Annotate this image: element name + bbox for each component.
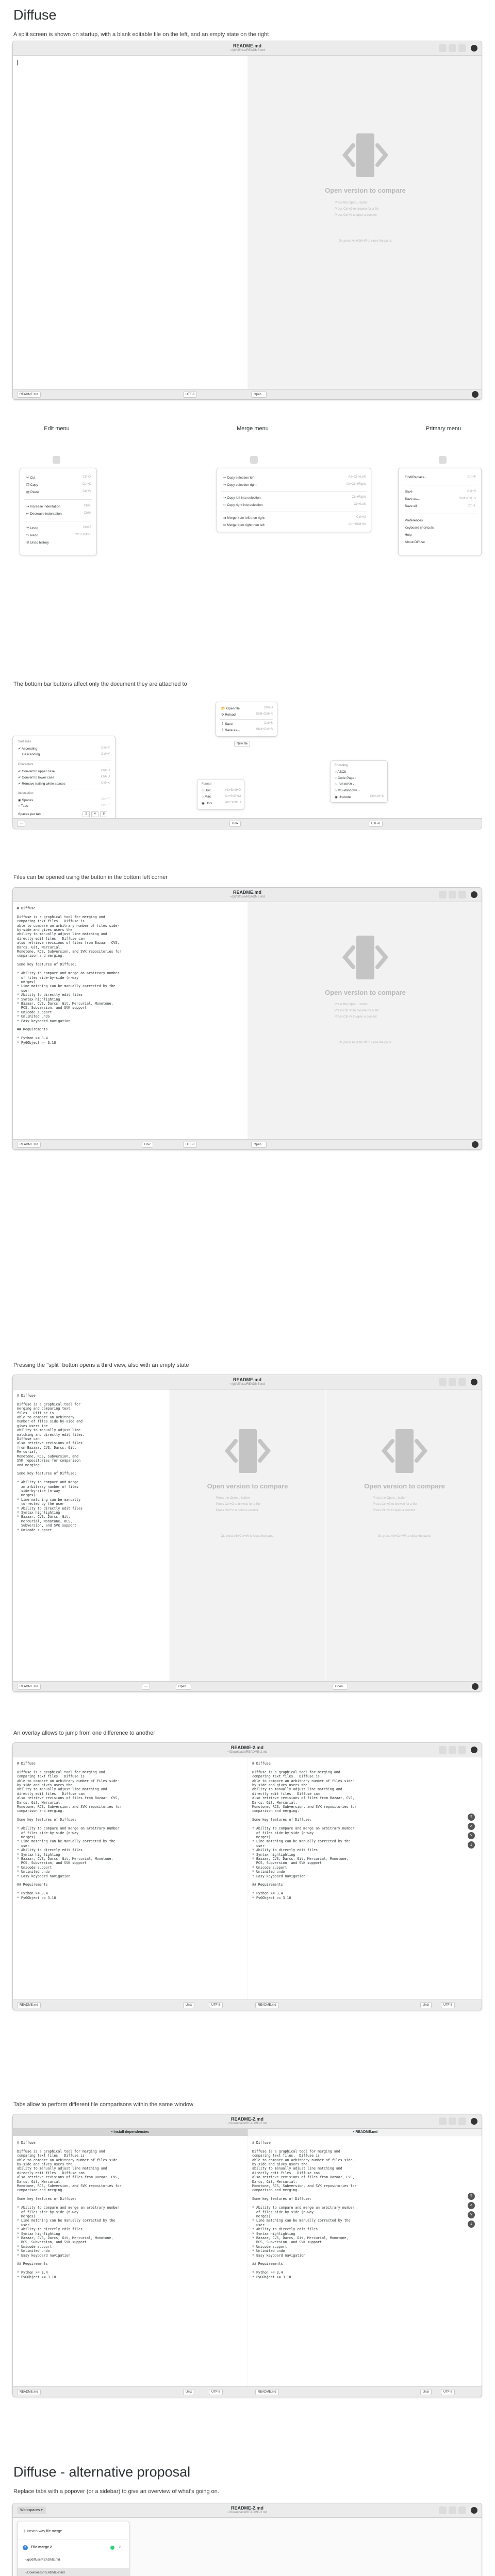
sort-title: Sort lines: [18, 740, 31, 743]
file-chip[interactable]: README.md: [17, 2389, 41, 2395]
edit-menu: [20, 468, 97, 555]
encoding-ascii[interactable]: ○ ASCII: [335, 770, 346, 774]
primary-menu: [398, 468, 482, 555]
close-icon[interactable]: [471, 2118, 477, 2125]
page-title: Diffuse: [13, 7, 57, 23]
editor-pane-left[interactable]: [13, 1389, 169, 1682]
close-icon[interactable]: [471, 45, 477, 52]
format-chip[interactable]: Unix: [183, 2002, 194, 2008]
sort-ascending[interactable]: ✔ Ascending: [18, 747, 38, 751]
menu-item-preferences[interactable]: Preferences: [405, 519, 423, 522]
format-chip-right[interactable]: Unix: [420, 2002, 432, 2008]
split-button[interactable]: [439, 44, 447, 52]
shortcut: Ctrl+Y: [101, 753, 110, 756]
next-difference-button[interactable]: ˅: [468, 2211, 475, 2218]
shortcut: Ctrl+K: [101, 782, 110, 785]
shortcut: Ctrl+C: [82, 483, 91, 486]
primary-menu-button[interactable]: [458, 2506, 466, 2514]
document-text: # Diffuse Diffuse is a graphical tool for merging and comparing text files. Diffuse is able to compare an arbitrary number of files side- by-side and gives users the ability to manually adjust line matching and directly edit files. Diffuse can also retrieve revisions of files from Bazaar, CVS, Darcs, Git, Mercurial, Monotone, RCS, Subversion, and SVK repositories for comparison and merging. Some key features of Diffuse: * Ability to compare and merge an arbitrary number of files side-by-side (n-way merges) * Line matching can be manually corrected by the user * Ability to directly edit files * Syntax highlighting * Bazaar, CVS, Darcs, Git, Mercurial, Monotone, RCS, Subversion, and SVK support * Unicode support * Unlimited undo * Easy keyboard navigation ## Requirements * Python >= 3.4 * PyGObject >= 3.18: [17, 2141, 122, 2279]
empty-footer: Or, press Alt+Ctrl+W to close the pane.: [221, 1535, 274, 1538]
file-chip-right[interactable]: README.md: [255, 2002, 279, 2008]
menu-item-paste[interactable]: ▤ Paste: [26, 490, 39, 494]
shortcut: Ctrl+[: [84, 512, 91, 515]
encoding-iso[interactable]: ○ ISO 8859 ›: [335, 783, 354, 786]
window-subtitle: ~/git/diffuse/README.md: [229, 1383, 265, 1386]
indent-spaces[interactable]: ◉ Spaces: [18, 799, 34, 802]
shortcut: Ctrl+U: [101, 769, 110, 772]
file-open[interactable]: 📂 Open file: [221, 707, 240, 710]
close-icon[interactable]: [471, 1747, 477, 1753]
window-title: README-2.md: [230, 2505, 263, 2511]
file-chip[interactable]: README.md: [17, 1142, 41, 1148]
shortcut: Ctrl+Left: [354, 503, 366, 506]
encoding-title: Encoding: [335, 764, 348, 767]
previous-difference-button[interactable]: ˄: [468, 2202, 475, 2209]
empty-footer: Or, press Alt+Ctrl+W to close the pane.: [338, 240, 392, 243]
indent-tabs[interactable]: ○ Tabs: [18, 804, 28, 808]
empty-footer: Or, press Alt+Ctrl+W to close the pane.: [377, 1535, 432, 1538]
primary-menu-button[interactable]: [458, 891, 466, 899]
shortcut: Ctrl+Y: [101, 747, 110, 750]
shortcut: Shift+Ctrl+R: [256, 713, 273, 716]
empty-pane-right: [326, 1389, 482, 1682]
primary-menu-button[interactable]: [458, 44, 466, 52]
first-difference-button[interactable]: ⤒: [468, 1814, 475, 1821]
file-chip[interactable]: README.md: [17, 2002, 41, 2008]
workspaces-button[interactable]: Workspaces ▾: [17, 2506, 46, 2514]
window-title: README-2.md: [230, 1745, 263, 1750]
split-button[interactable]: [439, 2506, 447, 2514]
empty-hint-1: Press the Open... button: [335, 1003, 369, 1006]
open-button[interactable]: Open...: [251, 392, 267, 398]
shortcut: Ctrl+F: [467, 476, 476, 479]
compare-empty-icon: [341, 933, 390, 982]
window-split: [12, 1375, 482, 1692]
open-button-right[interactable]: Open...: [333, 1684, 348, 1690]
close-group-icon[interactable]: ×: [119, 2545, 121, 2550]
menu-item-about[interactable]: About Diffuse: [405, 540, 425, 544]
encoding-chip[interactable]: UTF-8: [209, 2389, 223, 2395]
format-popover: [197, 779, 244, 810]
shortcut: Ctrl+M: [356, 516, 366, 519]
file-menu-popover: [216, 702, 277, 737]
bottom-bar: [13, 2386, 482, 2397]
menu-item-redo[interactable]: ↷ Redo: [26, 534, 38, 537]
shortcut: Ctrl+O: [263, 706, 273, 709]
encoding-chip[interactable]: UTF-8: [183, 392, 197, 398]
indentation-title: Indentation: [18, 792, 34, 795]
last-difference-button[interactable]: ⤓: [468, 1841, 475, 1849]
window-overlay: [12, 1742, 482, 2010]
window-workspaces: [12, 2503, 482, 2576]
section7-caption: Replace tabs with a popover (or a sidebar) to give an overview of what's going on.: [13, 2488, 219, 2495]
convert-lower[interactable]: ✔ Convert to lower case: [18, 776, 55, 779]
workspaces-popover: [17, 2521, 129, 2576]
shortcut: Ctrl+L: [467, 504, 476, 507]
section6-caption: Tabs allow to perform different file comparisons within the same window: [13, 2102, 193, 2108]
sort-descending[interactable]: Descending: [22, 753, 40, 756]
file-chip-right[interactable]: README.md: [255, 2389, 279, 2395]
merge-menu-button[interactable]: [449, 1378, 456, 1386]
primary-menu-button[interactable]: [458, 1746, 466, 1754]
section4-caption: Pressing the "split" button opens a third view, also with an empty state: [13, 1362, 189, 1368]
window-startup: [12, 41, 482, 400]
close-pane-icon[interactable]: [472, 391, 478, 398]
document-text: # Diffuse Diffuse is a graphical tool for merging and comparing text files. Diffuse is able to compare an arbitrary number of files side-by-side and gives users the ability to manually adjust line matching and directly edit files. Diffuse can also retrieve revisions of files from Bazaar, CVS, Darcs, Git, Mercurial, Monotone, RCS, Subversion, and SVK repositories for comparison and merging. Some key features of Diffuse: * Ability to compare and merge an arbitrary number of files side-by-side (n-way merges) * Line matching can be manually corrected by the user * Ability to directly edit files * Syntax highlighting * Bazaar, CVS, Darcs, Git, Mercurial, Monotone, RCS, Subversion, and SVK support * Unicode support: [17, 1394, 85, 1532]
window-title: README.md: [233, 43, 261, 48]
headerbar: [13, 1375, 482, 1389]
menu-item-help[interactable]: Help: [405, 533, 412, 537]
shortcut: Ctrl+V: [82, 490, 91, 493]
headerbar: [13, 888, 482, 902]
section2-caption: The bottom bar buttons affect only the document they are attached to: [13, 681, 187, 687]
first-difference-button[interactable]: ⤒: [468, 2193, 475, 2200]
close-icon[interactable]: [471, 1379, 477, 1385]
sort-chip[interactable]: ⋯: [17, 821, 25, 827]
split-button[interactable]: [439, 2117, 447, 2125]
remove-trailing[interactable]: ✔ Remove trailing white spaces: [18, 782, 65, 786]
next-difference-button[interactable]: ˅: [468, 1832, 475, 1839]
text-cursor: [17, 60, 18, 65]
empty-pane-right: [248, 56, 482, 389]
menu-item-undo[interactable]: ↶ Undo: [26, 527, 38, 530]
window-open-file: [12, 887, 482, 1150]
merge-menu-button[interactable]: [449, 2117, 456, 2125]
split-button[interactable]: [439, 1378, 447, 1386]
empty-footer: Or, press Alt+Ctrl+W to close the pane.: [338, 1041, 392, 1044]
window-title: README.md: [233, 1377, 261, 1382]
empty-title: Open version to compare: [207, 1482, 288, 1490]
headerbar: [13, 1743, 482, 1757]
empty-title: Open version to compare: [325, 187, 406, 194]
edit-menu-button[interactable]: [53, 456, 60, 464]
menu-item-decrease-indent[interactable]: ⇤ Decrease indentation: [26, 512, 62, 516]
format-chip-right[interactable]: Unix: [420, 2389, 432, 2395]
close-icon[interactable]: [471, 2507, 477, 2514]
shortcut: Ctrl+Shift+M: [348, 523, 366, 526]
bottom-bar: [13, 1999, 482, 2010]
close-pane-icon[interactable]: [472, 1683, 478, 1690]
menu-item-save-as[interactable]: Save as...: [405, 497, 420, 501]
primary-menu-label: Primary menu: [425, 426, 461, 432]
shortcut: Ctrl+S: [467, 490, 476, 493]
group-file[interactable]: ~/git/diffuse/README.md: [25, 2558, 60, 2562]
editor-pane-left[interactable]: [13, 1757, 247, 2001]
headerbar: [13, 2503, 482, 2518]
close-icon[interactable]: [471, 891, 477, 898]
section3-caption: Files can be opened using the button in the bottom left corner: [13, 874, 168, 880]
window-subtitle: ~/Downloads/README-2.md: [227, 2511, 268, 2514]
close-pane-icon[interactable]: [472, 1141, 478, 1148]
encoding-unicode[interactable]: ◉ Unicode: [335, 795, 351, 799]
primary-menu-button[interactable]: [458, 1378, 466, 1386]
menu-item-save[interactable]: Save: [405, 490, 412, 494]
file-chip[interactable]: README.md: [17, 392, 41, 398]
tab-option-2[interactable]: 2: [82, 811, 90, 817]
document-text: # Diffuse Diffuse is a graphical tool for merging and comparing text files. Diffuse is able to compare an arbitrary number of files side- by-side and gives users the ability to manually adjust line matching and directly edit files. Diffuse can also retrieve revisions of files from Bazaar, CVS, Darcs, Git, Mercurial, Monotone, RCS, Subversion, and SVK repositories for comparison and merging. Some key features of Diffuse: * Ability to compare and merge an arbitrary number of files side-by-side (n-way merges) * Line matching can be manually corrected by the user * Ability to directly edit files * Syntax highlighting * Bazaar, CVS, Darcs, Git, Mercurial, Monotone, RCS, Subversion, and SVK support * Unicode support * Unlimited undo * Easy keyboard navigation ## Requirements * Python >= 3.4 * PyGObject >= 3.18: [17, 906, 122, 1045]
window-tabs: [12, 2114, 482, 2397]
tab-install-dependencies[interactable]: • Install dependencies: [13, 2129, 248, 2136]
format-mac[interactable]: ○ Mac: [202, 795, 211, 799]
shortcut: Ctrl+Shift+Z: [74, 533, 91, 536]
editor-pane-right[interactable]: [248, 1757, 482, 2001]
headerbar: [13, 41, 482, 56]
menu-item-copy[interactable]: ❐ Copy: [26, 483, 38, 487]
menu-item-cut[interactable]: ✂ Cut: [26, 476, 36, 480]
section5-caption: An overlay allows to jump from one difference to another: [13, 1730, 155, 1736]
encoding-codepage[interactable]: ○ Code Page ›: [335, 776, 357, 780]
shortcut: Alt+Shift+U: [225, 801, 241, 804]
window-title: README-2.md: [230, 2116, 263, 2122]
encoding-chip-right[interactable]: UTF-8: [441, 2002, 455, 2008]
format-chip[interactable]: Unix: [142, 1142, 153, 1148]
shortcut: Ctrl+Right: [352, 496, 366, 499]
editor-pane-left[interactable]: [13, 56, 247, 389]
encoding-popover: [330, 760, 388, 803]
shortcut: Alt+Shift+M: [224, 795, 241, 798]
menu-item-copy-sel-right[interactable]: ⇒ Copy selection right: [223, 483, 257, 487]
status-ok-icon: [110, 2546, 114, 2550]
group-badge: 2: [23, 2545, 28, 2550]
menu-item-copy-sel-left[interactable]: ⇐ Copy selection left: [223, 476, 255, 480]
shortcut: Alt+Shift+D: [225, 789, 241, 792]
window-subtitle: ~/Downloads/README-2.md: [227, 2122, 268, 2125]
document-text: # Diffuse Diffuse is a graphical tool for merging and comparing text files. Diffuse is able to compare an arbitrary number of files side- by-side and gives users the ability to manually adjust line matching and directly edit files. Diffuse can also retrieve revisions of files from Bazaar, CVS, Darcs, Git, Mercurial, Monotone, RCS, Subversion, and SVK repositories for comparison and merging. Some key features of Diffuse: * Ability to compare and merge an arbitrary number of files side-by-side (n-way merges) * Line matching can be manually corrected by the user * Ability to directly edit files * Syntax highlighting * Bazaar, CVS, Darcs, Git, Mercurial, Monotone, RCS, Subversion, and SVK support * Unicode support * Unlimited undo * Easy keyboard navigation ## Requirements * Python >= 3.4 * PyGObject >= 3.18: [252, 2141, 357, 2279]
menu-item-merge-right-left[interactable]: ⇇ Merge from right then left: [223, 523, 265, 527]
separator: [220, 719, 273, 720]
empty-hint-3: Press Ctrl+V to open a commit: [373, 1509, 415, 1512]
file-reload[interactable]: ↻ Reload: [221, 713, 236, 717]
merge-menu-label: Merge menu: [237, 426, 269, 432]
tab-readme[interactable]: • README.md: [248, 2129, 482, 2136]
bottom-bar: [13, 1139, 482, 1149]
shortcut: Ctrl+X: [82, 476, 91, 479]
file-save-as[interactable]: ⇩ Save as...: [221, 728, 240, 732]
format-unix[interactable]: ◉ Unix: [202, 802, 212, 805]
tab-option-4[interactable]: 4: [91, 811, 98, 817]
compare-empty-icon: [380, 1427, 429, 1476]
open-button[interactable]: Open...: [251, 1142, 267, 1148]
convert-upper[interactable]: ✔ Convert to upper case: [18, 770, 55, 773]
spaces-per-tab-label: Spaces per tab: [18, 812, 41, 816]
shortcut: Ctrl+S: [264, 722, 273, 725]
split-button[interactable]: [439, 1746, 447, 1754]
encoding-chip[interactable]: UTF-8: [369, 821, 383, 827]
bottom-bar-demo: [12, 818, 482, 829]
shortcut: Ctrl+Alt+U: [370, 795, 384, 798]
format-dos[interactable]: ○ Dos: [202, 789, 211, 792]
empty-hint-3: Press Ctrl+V to open a commit: [216, 1509, 258, 1512]
primary-menu-button[interactable]: [439, 456, 447, 464]
empty-hint-1: Press the Open... button: [335, 201, 369, 205]
editor-pane-right[interactable]: [248, 2137, 482, 2387]
empty-pane-right: [248, 902, 482, 1140]
menu-chip[interactable]: ⋯: [142, 1684, 150, 1690]
last-difference-button[interactable]: ⤓: [468, 2221, 475, 2228]
document-text: # Diffuse Diffuse is a graphical tool for merging and comparing text files. Diffuse is able to compare an arbitrary number of files side- by-side and gives users the ability to manually adjust line matching and directly edit files. Diffuse can also retrieve revisions of files from Bazaar, CVS, Darcs, Git, Mercurial, Monotone, RCS, Subversion, and SVK repositories for comparison and merging. Some key features of Diffuse: * Ability to compare and merge an arbitrary number of files side-by-side (n-way merges) * Line matching can be manually corrected by the user * Ability to directly edit files * Syntax highlighting * Bazaar, CVS, Darcs, Git, Mercurial, Monotone, RCS, Subversion, and SVK support * Unicode support * Unlimited undo * Easy keyboard navigation ## Requirements * Python >= 3.4 * PyGObject >= 3.18: [17, 1761, 122, 1900]
file-save[interactable]: ⇩ Save: [221, 722, 233, 726]
window-title: README.md: [233, 890, 261, 895]
window-subtitle: ~/git/diffuse/README.md: [229, 49, 265, 52]
separator: [24, 499, 92, 500]
new-merge-item[interactable]: ＋ New n-way file merge: [23, 2530, 62, 2533]
shortcut: Ctrl+]: [84, 504, 91, 507]
empty-hint-2: Press Ctrl+O to browse for a file: [335, 1009, 379, 1012]
previous-difference-button[interactable]: ˄: [468, 1823, 475, 1830]
tab-bar: [13, 2129, 482, 2136]
encoding-mswindows[interactable]: ○ MS-Windows ›: [335, 789, 360, 792]
empty-hint-2: Press Ctrl+O to browse for a file: [373, 1503, 417, 1506]
shortcut: Ctrl+U: [101, 775, 110, 778]
window-subtitle: ~/Downloads/README-2.md: [227, 1751, 268, 1754]
format-title: Format: [202, 783, 212, 786]
empty-title: Open version to compare: [325, 989, 406, 996]
group-file[interactable]: ~/Downloads/README-2.md: [25, 2571, 65, 2574]
open-button[interactable]: Open...: [176, 1684, 191, 1690]
empty-hint-1: Press the Open... button: [373, 1497, 407, 1500]
encoding-chip[interactable]: UTF-8: [183, 1142, 197, 1148]
empty-hint-3: Press Ctrl+V to open a commit: [335, 1015, 377, 1019]
empty-hint-3: Press Ctrl+V to open a commit: [335, 214, 377, 217]
empty-pane-middle: [170, 1389, 325, 1682]
file-chip[interactable]: README.md: [17, 1684, 41, 1690]
menu-item-undo-history[interactable]: ⟲ Undo history: [26, 541, 49, 545]
menu-item-increase-indent[interactable]: ⇥ Increase indentation: [26, 505, 60, 509]
menu-item-shortcuts[interactable]: Keyboard shortcuts: [405, 526, 434, 530]
shortcut: Shift+Ctrl+S: [256, 728, 273, 731]
menu-item-copy-right-into[interactable]: ⇠ Copy right into selection: [223, 503, 263, 507]
format-chip[interactable]: Unix: [229, 821, 241, 827]
merge-menu: [217, 468, 371, 532]
format-chip[interactable]: Unix: [183, 2389, 194, 2395]
empty-title: Open version to compare: [364, 1482, 445, 1490]
encoding-chip[interactable]: UTF-8: [209, 2002, 223, 2008]
section7-title: Diffuse - alternative proposal: [13, 2464, 191, 2480]
window-subtitle: ~/git/diffuse/README.md: [229, 895, 265, 899]
menu-item-find[interactable]: Find/Replace...: [405, 476, 427, 479]
group-title[interactable]: File merge 2: [31, 2546, 52, 2549]
document-text: # Diffuse Diffuse is a graphical tool for merging and comparing text files. Diffuse is able to compare an arbitrary number of files side- by-side and gives users the ability to manually adjust line matching and directly edit files. Diffuse can also retrieve revisions of files from Bazaar, CVS, Darcs, Git, Mercurial, Monotone, RCS, Subversion, and SVK repositories for comparison and merging. Some key features of Diffuse: * Ability to compare and merge an arbitrary number of files side-by-side (n-way merges) * Line matching can be manually corrected by the user * Ability to directly edit files * Syntax highlighting * Bazaar, CVS, Darcs, Git, Mercurial, Monotone, RCS, Subversion, and SVK support * Unicode support * Unlimited undo * Easy keyboard navigation ## Requirements * Python >= 3.4 * PyGObject >= 3.18: [252, 1761, 357, 1900]
primary-menu-button[interactable]: [458, 2117, 466, 2125]
document-settings-popover: [12, 736, 116, 825]
editor-pane-left[interactable]: [13, 902, 247, 1140]
new-file-chip[interactable]: New file: [234, 741, 250, 747]
merge-menu-button[interactable]: [449, 891, 456, 899]
menu-item-copy-left-into[interactable]: ⇢ Copy left into selection: [223, 496, 261, 500]
shortcut: Alt+Ctrl+Left: [348, 476, 366, 479]
bottom-bar: [13, 1681, 482, 1691]
empty-hint-1: Press the Open... button: [216, 1497, 250, 1500]
shortcut: Shift+Ctrl+S: [459, 497, 476, 500]
merge-menu-button[interactable]: [449, 2506, 456, 2514]
compare-empty-icon: [341, 131, 390, 180]
tab-option-8[interactable]: 8: [100, 811, 107, 817]
editor-pane-left[interactable]: [13, 2137, 247, 2387]
merge-menu-button[interactable]: [449, 44, 456, 52]
merge-menu-button[interactable]: [250, 456, 258, 464]
empty-hint-2: Press Ctrl+O to browse for a file: [335, 208, 379, 211]
menu-item-merge-left-right[interactable]: ⇉ Merge from left then right: [223, 516, 265, 520]
encoding-chip-right[interactable]: UTF-8: [441, 2389, 455, 2395]
compare-empty-icon: [223, 1427, 272, 1476]
shortcut: Ctrl+T: [101, 798, 110, 801]
empty-hint-2: Press Ctrl+O to browse for a file: [216, 1503, 260, 1506]
section1-caption: A split screen is shown on startup, with a blank editable file on the left, and an empty state on the right: [13, 31, 269, 38]
menu-item-save-all[interactable]: Save all: [405, 504, 417, 508]
shortcut: Ctrl+Z: [82, 526, 91, 529]
edit-menu-label: Edit menu: [44, 426, 70, 432]
shortcut: Alt+Ctrl+Right: [346, 483, 366, 486]
headerbar: [13, 2114, 482, 2129]
characters-title: Characters: [18, 763, 34, 766]
split-button[interactable]: [439, 891, 447, 899]
shortcut: Ctrl+T: [101, 804, 110, 807]
bottom-bar: [13, 389, 482, 399]
merge-menu-button[interactable]: [449, 1746, 456, 1754]
